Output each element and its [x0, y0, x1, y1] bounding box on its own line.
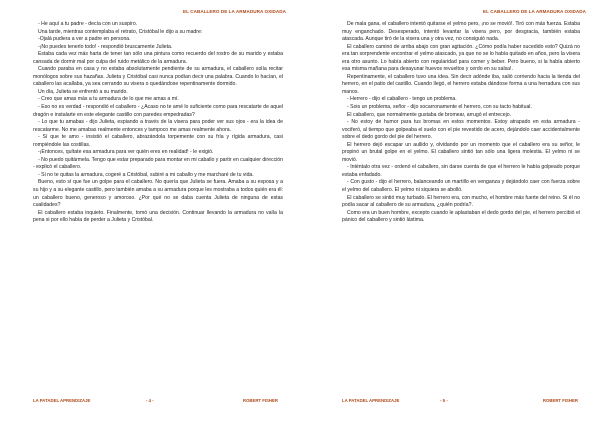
- paragraph: Cuando paraba en casa y no estaba absolutamente pendiente de su armadura, el caballero solía recitar monólogos sobre sus hazañas. Julieta y Cristóbal casi nunca podían decir una palabra. Cuando lo hacían, el caballero las acallaba, ya sea cerrando su visera o quedándose repentinamente dormido.: [33, 66, 283, 88]
- paragraph: - Con gusto - dijo el herrero, balanceando un martillo en venganza y dejándolo caer con fuerza sobre el yelmo del caballero. El yelmo ni siquiera se abolló.: [342, 179, 580, 194]
- page-number: - 5 -: [440, 398, 448, 403]
- page-number: - 4 -: [146, 398, 154, 403]
- paragraph: Como era un buen hombre, excepto cuando le aplastaban el dedo gordo del pie, el herrero percibió el pánico del caballero y sintió lástima.: [342, 209, 580, 224]
- paragraph: -¡Entonces, quítate esa armadura para ver quién eres en realidad! - le exigió.: [38, 149, 214, 156]
- paragraph: - Sí que te amo - insistió el caballero, abrazándola torpemente con su fría y rígida armadura, casi rompiéndole las costillas.: [33, 134, 283, 148]
- paragraph: - Creo que amas más a tu armadura de lo que me amas a mí.: [38, 96, 179, 103]
- paragraph: - Eso no es verdad - respondió el caballero - ¿Acaso no te amé lo suficiente como para rescatarte de aquel dragón e instalarte en este elegante castillo con paredes empedradas?: [33, 104, 283, 118]
- paragraph: Una tarde, mientras contemplaba el retrato, Cristóbal le dijo a su madre:: [38, 28, 203, 35]
- paragraph: Un día, Julieta se enfrentó a su marido.: [38, 88, 128, 95]
- paragraph: - No puedo quitármela. Tengo que estar preparado para montar en mi caballo y partir en cualquier dirección - explicó el caballero.: [33, 156, 283, 171]
- paragraph: El caballero se sintió muy turbado. El herrero era, con mucho, el hombre más fuerte del reino. Si él no podía sacar al caballero de su armadura, ¿quién podría?.: [342, 194, 580, 209]
- paragraph: El herrero dejó escapar un aullido y, olvidando por un momento que el caballero era su señor, le propinó un brutal golpe en el yelmo. El caballero sintió tan sólo una ligera molestia. El yelmo ni se movió.: [342, 141, 580, 163]
- paragraph: - Sois un problema, señor - dijo socarronamente el herrero, con su tacto habitual.: [347, 104, 532, 111]
- paragraph: - Lo que tu amabas - dijo Julieta, espiando a través de la visera para poder ver sus ojos - era la idea de rescatarme. No me amabas realmente entonces y tampoco me amas realmente ahora.: [33, 119, 283, 133]
- paragraph: - Herrero - dijo el caballero - tengo un problema.: [347, 96, 457, 103]
- paragraph: Bueno, esto sí que fue un golpe para el caballero. No quería que Julieta se fuera. Amaba a su esposa y a su hijo y a su elegante castillo, pero también amaba a su armadura porque les mostraba a todos quién era él: un caballero bueno, generoso y amoroso. ¿Por qué no se daba cuenta Julieta de ninguna de estas cualidades?: [33, 179, 283, 209]
- paragraph: Estaba cada vez más harta de tener tan sólo una pintura como recuerdo del rostro de su marido y estaba cansada de dormir mal por culpa del ruido metálico de la armadura.: [33, 51, 283, 65]
- page-body: [33, 21, 283, 393]
- footer-series: LA PATADEL APRENDIZAJE: [342, 398, 400, 403]
- running-head: EL CABALLERO DE LA ARMADURA OXIDADA: [483, 9, 586, 14]
- footer-author: ROBERT FISHER: [242, 398, 278, 403]
- paragraph: -Ojalá pudiera a ver a padre en persona.: [38, 36, 131, 43]
- footer-series: LA PATADEL APRENDIZAJE: [33, 398, 91, 403]
- running-head: EL CABALLERO DE LA ARMADURA OXIDADA: [183, 9, 286, 14]
- footer-author: ROBERT FISHER: [542, 398, 578, 403]
- paragraph: -¡No puedes tenerlo todo! - respondió bruscamente Julieta.: [38, 43, 173, 50]
- paragraph: El caballero caminó de arriba abajo con gran agitación. ¿Cómo podía haber sucedido esto? Quizá no era tan sorprendente encontrar el yelmo atascado, ya que no se lo había quitado en años, pero la visera era otro asunto. Lo había abierto con regularidad para comer y beber. Pero bueno, si la había abierto esa misma mañana para desayunar huevos revueltos y cerdo en su salsa!.: [342, 43, 580, 73]
- page-body: [342, 21, 580, 393]
- paragraph: - Si no te quitas la armadura, cogeré a Cristóbal, subiré a mi caballo y me marcharé de tu vida.: [38, 171, 254, 178]
- paragraph: - No estoy de humor para tus bromas en estos momentos. Estoy atrapado en esta armadura - vociferó, al tiempo que golpeaba el suelo con el pie revestido de acero, dejándolo caer accidentalmente sobre el dedo gordo del pie del herrero.: [342, 119, 580, 141]
- right-page: [300, 0, 600, 424]
- paragraph: De mala gana, el caballero intentó quitarse el yelmo pero, ¡no se movió!. Tiró con más fuerza. Estaba muy enganchado. Desesperado, intentó levantar la visera pero, por desgracia, también estaba atascada. Aunque tiró de la visera una y otra vez, no consiguió nada.: [342, 21, 580, 43]
- paragraph: - He aquí a tu padre - decía con un suspiro.: [38, 21, 138, 27]
- paragraph: - Inténtalo otra vez - ordenó el caballero, sin darse cuenta de que el herrero le había golpeado porque estaba enfadado.: [342, 164, 580, 178]
- paragraph: El caballero estaba inquieto. Finalmente, tomó una decisión. Continuar llevando la armadura no valía la pena si por ello había de perder a Julieta y Cristóbal.: [33, 209, 283, 224]
- paragraph: El caballero, que normalmente gustaba de bromear, arrugó el entrecejo.: [347, 111, 512, 118]
- paragraph: Repentinamente, el caballero tuvo una idea. Sin decir adónde iba, salió corriendo hacia la tienda del herrero, en el patio del castillo. Cuando llegó, el herrero estaba dándose forma a una herradura con sus manos.: [342, 73, 580, 95]
